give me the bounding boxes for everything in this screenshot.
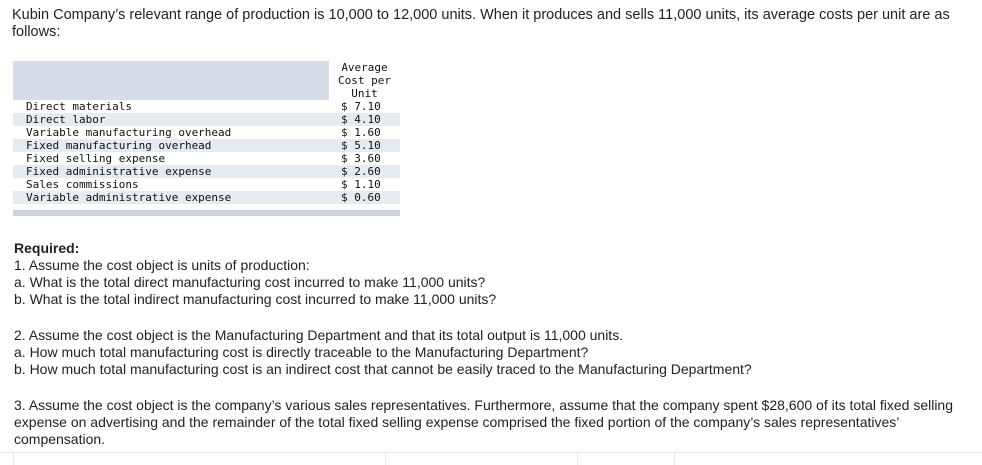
table-row	[13, 139, 400, 152]
table-row	[13, 100, 400, 113]
problem-intro: Kubin Company’s relevant range of production is 10,000 to 12,000 units. When it produces and sells 11,000 units, its average costs per unit are as follows:	[12, 7, 950, 40]
cost-value: $ 5.10	[329, 139, 400, 152]
cost-label: Fixed manufacturing overhead	[13, 139, 329, 152]
table-footer-spacer	[13, 204, 400, 209]
column-header-line: Cost per	[338, 74, 391, 87]
table-header-blank	[13, 61, 329, 100]
cost-value: $ 2.60	[329, 165, 400, 178]
required-heading: Required:	[14, 240, 80, 256]
questions-section	[14, 240, 969, 448]
answer-table-divider	[13, 452, 14, 465]
table-row	[13, 165, 400, 178]
table-header-row	[13, 61, 400, 100]
answer-table-divider	[385, 452, 386, 465]
question-1: 1. Assume the cost object is units of production:	[14, 257, 310, 273]
question-2b: b. How much total manufacturing cost is an indirect cost that cannot be easily traced to the Manufacturing Department?	[14, 361, 752, 377]
column-header-line: Average	[341, 61, 388, 74]
question-3: 3. Assume the cost object is the company’s various sales representatives. Furthermore, assume that the company spent $28,600 of its total fixed selling expense on advertising and the remainder of the total fixed selling expense comprised the fixed portion of the company’s sales representatives’ compensation.	[14, 397, 954, 447]
table-row	[13, 126, 400, 139]
answer-table-divider	[577, 452, 578, 465]
table-row	[13, 178, 400, 191]
column-header-average-cost	[329, 61, 400, 100]
table-row	[13, 152, 400, 165]
cost-value: $ 0.60	[329, 191, 400, 204]
cost-label: Direct materials	[13, 100, 329, 113]
question-1a: a. What is the total direct manufacturing cost incurred to make 11,000 units?	[14, 274, 486, 290]
question-1b: b. What is the total indirect manufacturing cost incurred to make 11,000 units?	[14, 291, 497, 307]
column-header-line: Unit	[351, 87, 378, 100]
average-cost-table	[13, 61, 400, 209]
cost-value: $ 1.60	[329, 126, 400, 139]
cost-label: Variable administrative expense	[13, 191, 329, 204]
cost-label: Sales commissions	[13, 178, 329, 191]
cost-label: Variable manufacturing overhead	[13, 126, 329, 139]
cost-value: $ 4.10	[329, 113, 400, 126]
cost-label: Fixed selling expense	[13, 152, 329, 165]
cost-value: $ 3.60	[329, 152, 400, 165]
cost-value: $ 7.10	[329, 100, 400, 113]
answer-table-divider	[674, 452, 675, 465]
table-row	[13, 191, 400, 204]
table-row	[13, 113, 400, 126]
answer-table-top-border	[0, 452, 982, 453]
question-2a: a. How much total manufacturing cost is directly traceable to the Manufacturing Department?	[14, 344, 589, 360]
question-2: 2. Assume the cost object is the Manufacturing Department and that its total output is 11,000 units.	[14, 327, 624, 343]
cost-value: $ 1.10	[329, 178, 400, 191]
cost-label: Direct labor	[13, 113, 329, 126]
cost-label: Fixed administrative expense	[13, 165, 329, 178]
table-bottom-rule	[13, 210, 400, 216]
